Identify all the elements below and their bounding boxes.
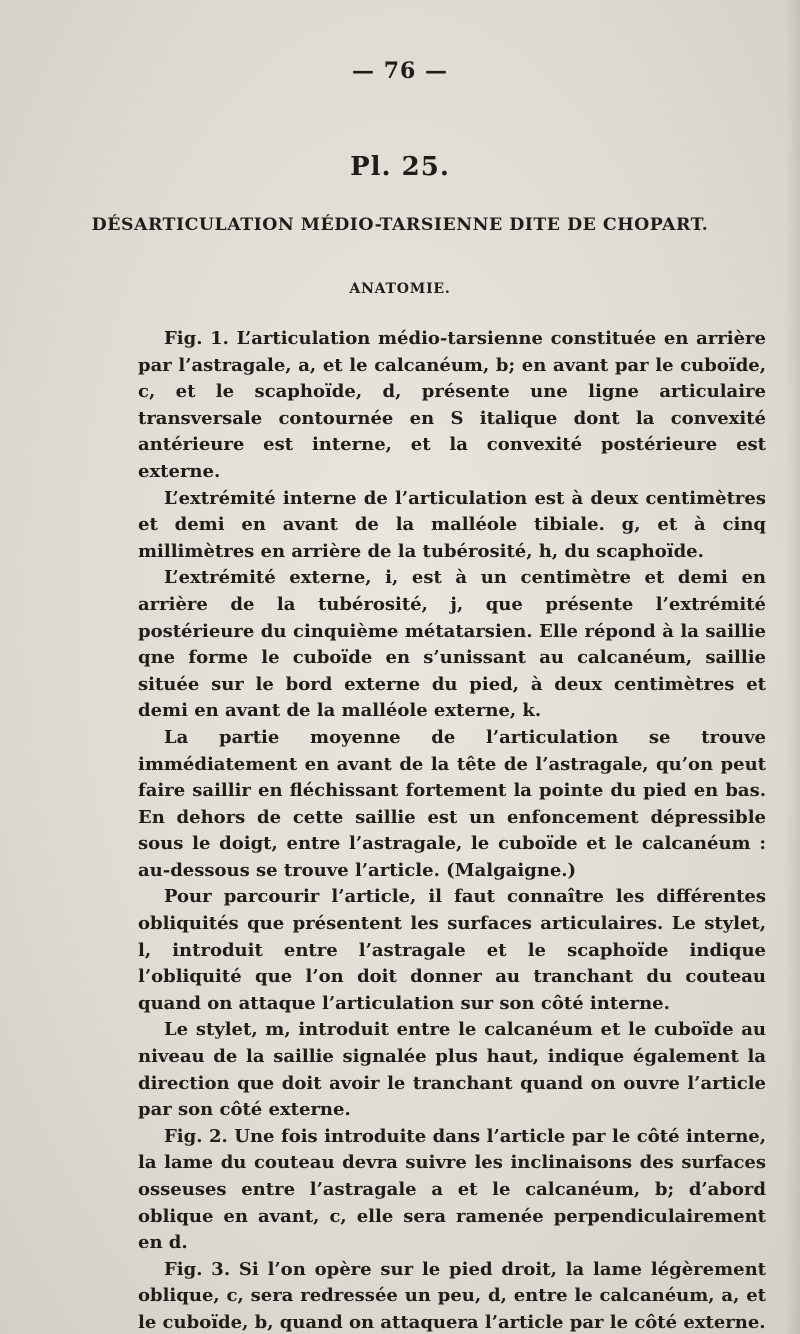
plate-title: Pl. 25. [350, 152, 450, 182]
page-number: — 76 — [352, 58, 448, 84]
paragraph-external-extremity: L’extrémité externe, i, est à un centimètre et demi en arrière de la tubérosité, j, que présente l’extrémité postérieure du cinquième métatarsien. Elle répond à la saillie qne forme le cuboïde en s’unissant au calcanéum, saillie située sur le bord externe du pied, à deux centimètres et demi en avant de la malléole externe, k. [138, 567, 766, 722]
page-edge-shadow [786, 0, 800, 1334]
paragraph-traverse-joint: Pour parcourir l’article, il faut connaître les différentes obliquités que présentent les surfaces articulaires. Le stylet, l, introduit entre l’astragale et le scaphoïde indique l’obliquité que l’on doit donner au tranchant du couteau quand on attaque l’articulation sur son côté interne. [138, 886, 766, 1014]
paragraph-stylet-m: Le stylet, m, introduit entre le calcanéum et le cuboïde au niveau de la saillie signalée plus haut, indique également la direction que doit avoir le tranchant quand on ouvre l’article par son côté externe. [138, 1019, 766, 1121]
paragraph-fig1: Fig. 1. L’articulation médio-tarsienne constituée en arrière par l’astragale, a, et le calcanéum, b; en avant par le cuboïde, c, et le scaphoïde, d, présente une ligne articulaire transversale contournée en S italique dont la convexité antérieure est interne, et la convexité postérieure est externe. [138, 328, 766, 482]
paragraph-internal-extremity: L’extrémité interne de l’articulation est à deux centimètres et demi en avant de la malléole tibiale. g, et à cinq millimètres en arrière de la tubérosité, h, du scaphoïde. [138, 487, 766, 562]
paragraph-fig2: Fig. 2. Une fois introduite dans l’article par le côté interne, la lame du couteau devra suivre les inclinaisons des surfaces osseuses entre l’astragale a et le calcanéum, b; d’abord oblique en avant, c, elle sera ramenée perpendiculairement en d. [138, 1125, 766, 1254]
paragraph-middle-part: La partie moyenne de l’articulation se trouve immédiatement en avant de la tête de l’astragale, qu’on peut faire saillir en fléchissant fortement la pointe du pied en bas. En dehors de cette saillie est un enfoncement dépressible sous le doigt, entre l’astragale, le cuboïde et le calcanéum : au-dessous se trouve l’article. (Malgaigne.) [138, 726, 766, 881]
paragraph-fig3: Fig. 3. Si l’on opère sur le pied droit, la lame légèrement oblique, c, sera redressée un peu, d, entre le calcanéum, a, et le cuboïde, b, quand on attaquera l’article par le côté externe. [138, 1258, 766, 1333]
body-text [138, 326, 766, 1334]
subsection-title: ANATOMIE. [349, 281, 451, 297]
section-title: DÉSARTICULATION MÉDIO-TARSIENNE DITE DE CHOPART. [91, 215, 709, 235]
